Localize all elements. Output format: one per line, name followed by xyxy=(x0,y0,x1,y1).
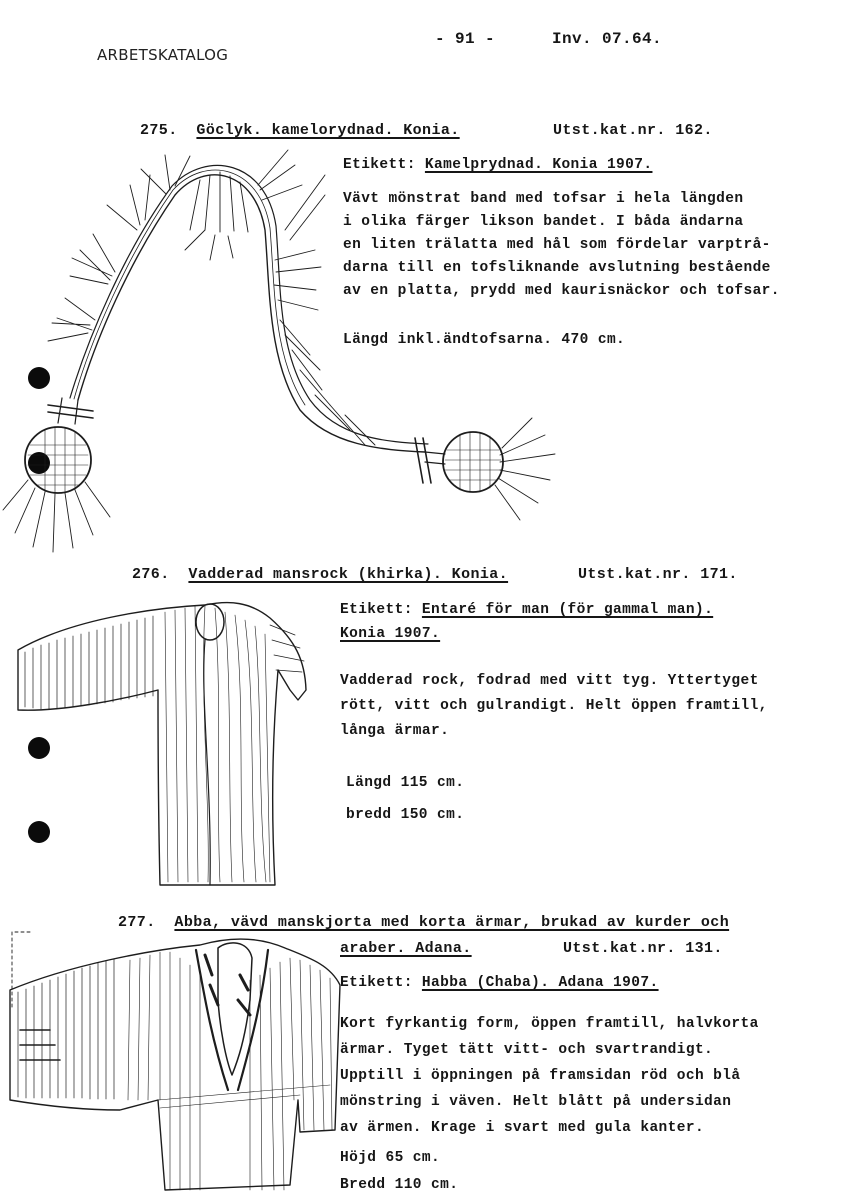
entry-number: 275. xyxy=(140,122,178,139)
catalog-label: ARBETSKATALOG xyxy=(97,46,229,64)
entry-number: 276. xyxy=(132,566,170,583)
entry-number: 277. xyxy=(118,914,156,931)
measurement: Höjd 65 cm. xyxy=(340,1150,441,1166)
entry-title: Göclyk. kamelorydnad. Konia. xyxy=(196,122,460,139)
desc-line: ärmar. Tyget tätt vitt- och svartrandigt. xyxy=(340,1042,714,1058)
desc-line: av en platta, prydd med kaurisnäckor och tofsar. xyxy=(343,283,780,299)
label-text: Habba (Chaba). Adana 1907. xyxy=(421,975,659,991)
desc-line: av ärmen. Krage i svart med gula kanter. xyxy=(340,1120,705,1136)
desc-line: en liten trälatta med hål som fördelar varptrå- xyxy=(343,237,771,253)
desc-line: Vadderad rock, fodrad med vitt tyg. Yttertyget xyxy=(340,673,759,689)
desc-line: mönstring i väven. Helt blått på undersidan xyxy=(340,1094,732,1110)
catalog-ref: Utst.kat.nr. 171. xyxy=(578,566,738,583)
inventory-number: Inv. 07.64. xyxy=(552,30,663,48)
label-text: Entaré för man (för gammal man). xyxy=(421,602,714,618)
desc-line: Kort fyrkantig form, öppen framtill, halvkorta xyxy=(340,1016,759,1032)
desc-line: darna till en tofsliknande avslutning bestående xyxy=(343,260,771,276)
label-text: Kamelprydnad. Konia 1907. xyxy=(424,157,653,173)
desc-line: långa ärmar. xyxy=(340,723,450,739)
desc-line: rött, vitt och gulrandigt. Helt öppen framtill, xyxy=(340,698,768,714)
measurement: Längd 115 cm. xyxy=(346,775,465,791)
measurement: bredd 150 cm. xyxy=(346,807,465,823)
measurement: Längd inkl.ändtofsarna. 470 cm. xyxy=(343,332,626,348)
entry-title: Vadderad mansrock (khirka). Konia. xyxy=(188,566,509,583)
measurement: Bredd 110 cm. xyxy=(340,1177,459,1193)
label-prefix: Etikett: xyxy=(340,975,413,991)
catalog-ref: Utst.kat.nr. 162. xyxy=(553,122,713,139)
label-text-continued: Konia 1907. xyxy=(340,626,441,642)
catalog-ref: Utst.kat.nr. 131. xyxy=(563,940,723,957)
desc-line: i olika färger likson bandet. I båda ändarna xyxy=(343,214,744,230)
entry-title: Abba, vävd manskjorta med korta ärmar, brukad av kurder och xyxy=(174,914,730,931)
label-prefix: Etikett: xyxy=(343,157,416,173)
desc-line: Vävt mönstrat band med tofsar i hela längden xyxy=(343,191,744,207)
entry-title-continued: araber. Adana. xyxy=(340,940,472,957)
desc-line: Upptill i öppningen på framsidan röd och blå xyxy=(340,1068,741,1084)
page-number: - 91 - xyxy=(435,30,496,48)
label-prefix: Etikett: xyxy=(340,602,413,618)
